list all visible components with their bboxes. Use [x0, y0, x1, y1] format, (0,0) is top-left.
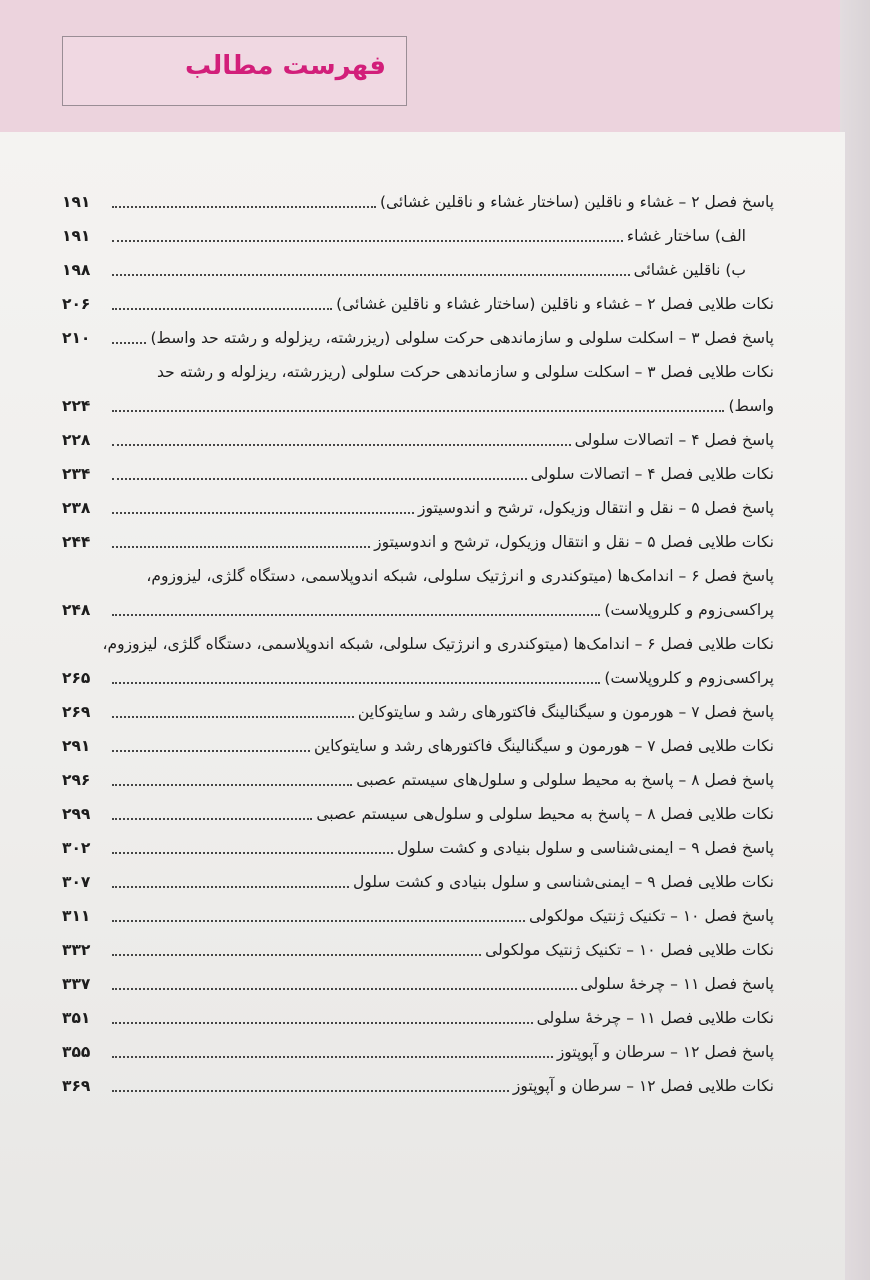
- dot-leader: [112, 852, 393, 854]
- toc-entry-title: پاسخ فصل ۱۱ – چرخهٔ سلولی: [580, 975, 774, 993]
- toc-page-number: ۳۱۱: [62, 907, 91, 925]
- toc-page-number: ۳۳۷: [62, 975, 91, 993]
- toc-page-number: ۲۶۹: [62, 703, 91, 721]
- toc-entry-title: پاسخ فصل ۱۲ – سرطان و آپوپتوز: [556, 1043, 774, 1061]
- toc-entry-title: نکات طلایی فصل ۸ – پاسخ به محیط سلولی و سلول‌هی سیستم عصبی: [316, 805, 774, 823]
- toc-page-number: ۳۰۲: [62, 839, 91, 857]
- toc-entry-title: نکات طلایی فصل ۶ – اندامک‌ها (میتوکندری و انرژتیک سلولی، شبکه اندوپلاسمی، دستگاه گلژی، لیزوزوم،: [102, 635, 774, 653]
- toc-entry: [62, 280, 774, 314]
- toc-entry-title: نکات طلایی فصل ۱۱ – چرخهٔ سلولی: [536, 1009, 774, 1027]
- dot-leader: [112, 1056, 553, 1058]
- dot-leader: [112, 682, 600, 684]
- toc-entry: [62, 314, 774, 348]
- toc-entry: [62, 756, 774, 790]
- toc-page-number: ۲۹۹: [62, 805, 91, 823]
- dot-leader: [112, 478, 527, 480]
- toc-entry-title: نکات طلایی فصل ۲ – غشاء و ناقلین (ساختار غشاء و ناقلین غشائی): [336, 295, 774, 313]
- toc-entry-title: نکات طلایی فصل ۳ – اسکلت سلولی و سازماندهی حرکت سلولی (ریزرشته، ریزلوله و رشته حد: [157, 363, 774, 381]
- toc-page-number: ۲۳۴: [62, 465, 91, 483]
- toc-entry: [62, 892, 774, 926]
- dot-leader: [112, 1022, 533, 1024]
- toc-page-number: ۲۲۴: [62, 397, 91, 415]
- toc-entry-title: پاسخ فصل ۷ – هورمون و سیگنالینگ فاکتورهای رشد و سایتوکاین: [357, 703, 774, 721]
- dot-leader: [112, 240, 623, 242]
- toc-entry: [62, 212, 774, 246]
- toc-entry: [62, 416, 774, 450]
- toc-entry: [62, 824, 774, 858]
- dot-leader: [112, 206, 376, 208]
- toc-entry-title: پاسخ فصل ۱۰ – تکنیک ژنتیک مولکولی: [529, 907, 774, 925]
- toc-entry-title: نکات طلایی فصل ۷ – هورمون و سیگنالینگ فاکتورهای رشد و سایتوکاین: [313, 737, 774, 755]
- toc-entry: [62, 552, 774, 620]
- title-box: [62, 36, 407, 106]
- dot-leader: [112, 954, 481, 956]
- toc-entry-title: نکات طلایی فصل ۴ – اتصالات سلولی: [530, 465, 774, 483]
- toc-entry: [62, 348, 774, 416]
- toc-entry-title: نکات طلایی فصل ۵ – نقل و انتقال وزیکول، ترشح و اندوسیتوز: [374, 533, 774, 551]
- toc-entry-title: پراکسی‌زوم و کلروپلاست): [604, 601, 774, 619]
- toc-page-number: ۲۱۰: [62, 329, 91, 347]
- toc-entry-title: پاسخ فصل ۳ – اسکلت سلولی و سازماندهی حرکت سلولی (ریزرشته، ریزلوله و رشته حد واسط): [150, 329, 774, 347]
- toc-entry-title: پاسخ فصل ۴ – اتصالات سلولی: [574, 431, 774, 449]
- toc-entry: [62, 858, 774, 892]
- dot-leader: [112, 308, 332, 310]
- toc-page-number: ۳۵۵: [62, 1043, 91, 1061]
- toc-entry: [62, 518, 774, 552]
- toc-entry-title: پاسخ فصل ۶ – اندامک‌ها (میتوکندری و انرژتیک سلولی، شبکه اندوپلاسمی، دستگاه گلژی، لیزوزوم،: [146, 567, 774, 585]
- toc-page-number: ۲۶۵: [62, 669, 91, 687]
- dot-leader: [112, 886, 349, 888]
- toc-entry: [62, 1062, 774, 1096]
- dot-leader: [112, 274, 630, 276]
- dot-leader: [112, 410, 724, 412]
- toc-page-number: ۳۶۹: [62, 1077, 91, 1095]
- page-title: فهرست مطالب: [185, 51, 386, 81]
- toc-page-number: ۲۹۶: [62, 771, 91, 789]
- dot-leader: [112, 920, 525, 922]
- toc-entry: [62, 926, 774, 960]
- dot-leader: [112, 342, 146, 344]
- toc-page-number: ۱۹۱: [62, 193, 91, 211]
- toc-page-number: ۳۵۱: [62, 1009, 91, 1027]
- dot-leader: [112, 784, 352, 786]
- toc-entry: [62, 178, 774, 212]
- dot-leader: [112, 988, 577, 990]
- toc-entry-title: واسط): [728, 397, 774, 415]
- toc-entry-title: نکات طلایی فصل ۹ – ایمنی‌شناسی و سلول بنیادی و کشت سلول: [353, 873, 774, 891]
- toc-page-number: ۲۰۶: [62, 295, 91, 313]
- toc-entry: [62, 1028, 774, 1062]
- toc-page-number: ۱۹۱: [62, 227, 91, 245]
- toc-entry-title: پاسخ فصل ۲ – غشاء و ناقلین (ساختار غشاء و ناقلین غشائی): [379, 193, 774, 211]
- toc-entry-title: نکات طلایی فصل ۱۰ – تکنیک ژنتیک مولکولی: [485, 941, 774, 959]
- dot-leader: [112, 444, 571, 446]
- dot-leader: [112, 716, 354, 718]
- toc-entry: [62, 246, 774, 280]
- toc-entry-title: نکات طلایی فصل ۱۲ – سرطان و آپوپتوز: [512, 1077, 774, 1095]
- dot-leader: [112, 512, 414, 514]
- toc-entry: [62, 688, 774, 722]
- dot-leader: [112, 1090, 509, 1092]
- toc-entry: [62, 620, 774, 688]
- table-of-contents: [62, 178, 774, 1096]
- toc-entry: [62, 722, 774, 756]
- toc-page-number: ۲۲۸: [62, 431, 91, 449]
- toc-entry-title: پاسخ فصل ۹ – ایمنی‌شناسی و سلول بنیادی و کشت سلول: [396, 839, 774, 857]
- toc-page-number: ۲۹۱: [62, 737, 91, 755]
- toc-page-number: ۲۴۸: [62, 601, 91, 619]
- toc-entry: [62, 450, 774, 484]
- dot-leader: [112, 818, 312, 820]
- toc-page-number: ۳۰۷: [62, 873, 91, 891]
- dot-leader: [112, 750, 310, 752]
- toc-entry: [62, 484, 774, 518]
- toc-entry-title: پاسخ فصل ۸ – پاسخ به محیط سلولی و سلول‌های سیستم عصبی: [356, 771, 774, 789]
- toc-entry-title: پراکسی‌زوم و کلروپلاست): [604, 669, 774, 687]
- toc-entry: [62, 960, 774, 994]
- toc-entry-title: الف) ساختار غشاء: [626, 227, 746, 245]
- dot-leader: [112, 546, 370, 548]
- toc-entry-title: پاسخ فصل ۵ – نقل و انتقال وزیکول، ترشح و اندوسیتوز: [417, 499, 774, 517]
- toc-page-number: ۲۴۴: [62, 533, 91, 551]
- dot-leader: [112, 614, 600, 616]
- toc-page-number: ۳۳۲: [62, 941, 91, 959]
- toc-page-number: ۱۹۸: [62, 261, 91, 279]
- toc-entry: [62, 790, 774, 824]
- toc-entry-title: ب) ناقلین غشائی: [633, 261, 746, 279]
- toc-entry: [62, 994, 774, 1028]
- toc-page-number: ۲۳۸: [62, 499, 91, 517]
